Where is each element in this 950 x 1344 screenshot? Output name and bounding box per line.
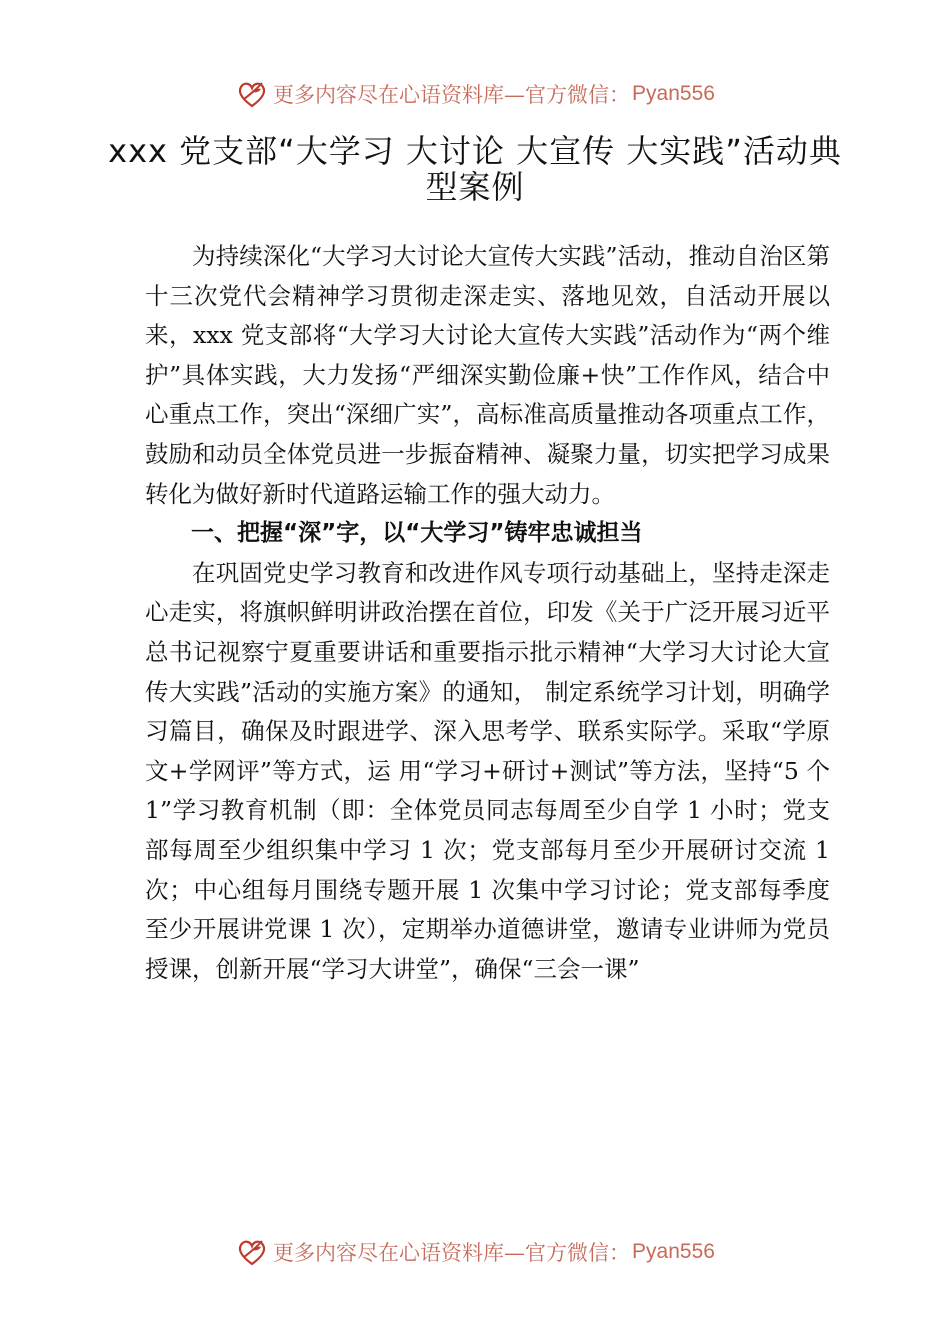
heart-leaf-logo-icon	[235, 77, 269, 111]
banner-text: 更多内容尽在心语资料库—官方微信：	[273, 1241, 631, 1265]
document-body	[145, 237, 830, 989]
heart-leaf-logo-icon	[235, 1235, 269, 1269]
section-paragraph: 在巩固党史学习教育和改进作风专项行动基础上，坚持走深走心走实，将旗帜鲜明讲政治摆在首位，印发《关于广泛开展习近平总书记视察宁夏重要讲话和重要指示批示精神“大学习大讨论大宣传大实践”活动的实施方案》的通知， 制定系统学习计划，明确学习篇目，确保及时跟进学、深入思考学、联系实际学。采取“学原文+学网评”等方式，运 用“学习+研讨+测试”等方法，坚持“5 个 1”学习教育机制（即：全体党员同志每周至少自学 1 小时；党支部每周至少组织集中学习 1 次；党支部每月至少开展研讨交流 1 次；中心组每月围绕专题开展 1 次集中学习讨论；党支部每季度至少开展讲党课 1 次），定期举办道德讲堂，邀请专业讲师为党员授课，创新开展“学习大讲堂”，确保“三会一课”	[145, 558, 830, 983]
banner-wechat-id: Pyan556	[632, 1240, 715, 1263]
section-heading: 一、把握“深”字，以“大学习”铸牢忠诚担当	[191, 520, 643, 547]
banner-wechat-id: Pyan556	[632, 82, 715, 105]
header-watermark-banner	[0, 74, 950, 114]
banner-text: 更多内容尽在心语资料库—官方微信：	[273, 83, 631, 107]
footer-watermark-banner	[0, 1232, 950, 1272]
intro-paragraph: 为持续深化“大学习大讨论大宣传大实践”活动，推动自治区第十三次党代会精神学习贯彻走深走实、落地见效，自活动开展以来，xxx 党支部将“大学习大讨论大宣传大实践”活动作为“两个维护”具体实践，大力发扬“严细深实勤俭廉+快”工作作风，结合中心重点工作，突出“深细广实”，高标准高质量推动各项重点工作，鼓励和动员全体党员进一步振奋精神、凝聚力量，切实把学习成果转化为做好新时代道路运输工作的强大动力。	[145, 242, 830, 508]
document-title: xxx 党支部“大学习 大讨论 大宣传 大实践”活动典型案例	[108, 132, 842, 206]
